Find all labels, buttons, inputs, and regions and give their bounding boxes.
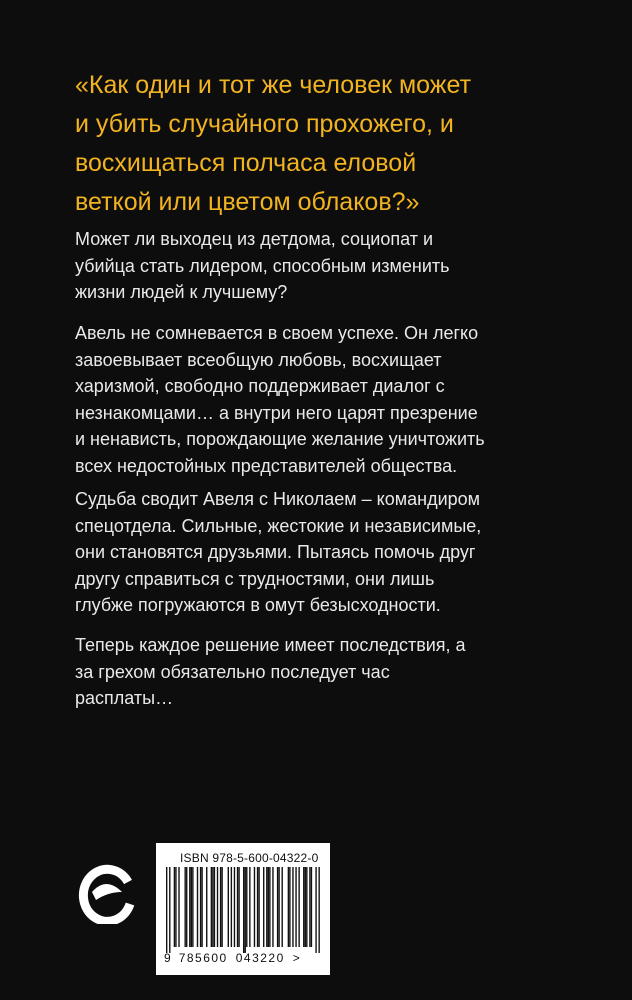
barcode-bar	[254, 867, 255, 947]
barcode-bars	[166, 867, 320, 953]
barcode-bar	[217, 867, 218, 947]
barcode-bar	[238, 867, 239, 947]
paragraph-line: Может ли выходец из детдома, социопат и	[75, 229, 434, 249]
barcode-bar	[263, 867, 264, 947]
barcode-bar	[306, 867, 307, 947]
barcode-bar	[277, 867, 278, 947]
barcode-bar	[174, 867, 175, 947]
paragraph-line: они становятся друзьями. Пытаясь помочь друг	[75, 542, 476, 562]
quote-line: восхищаться полчаса еловой	[75, 149, 417, 177]
barcode-bar	[269, 867, 270, 947]
barcode-bar	[303, 867, 304, 947]
barcode-bar	[201, 867, 202, 947]
barcode-bar	[237, 867, 238, 947]
paragraph-line: спецотдела. Сильные, жестокие и независимые,	[75, 515, 482, 536]
publisher-logo-icon	[78, 862, 136, 924]
quote-text	[75, 66, 595, 222]
barcode-bar	[315, 867, 316, 953]
description-paragraph-1	[75, 226, 555, 306]
paragraph-line: Судьба сводит Авеля с Николаем – командиром	[75, 489, 481, 509]
paragraph-line: расплаты…	[75, 688, 174, 708]
paragraph-line: глубже погружаются в омут безысходности.	[75, 595, 441, 615]
paragraph-line: за грехом обязательно последует час	[75, 661, 390, 682]
quote-line: «Как один и тот же человек может	[75, 71, 472, 99]
barcode-digit-group-1: 785600	[178, 951, 228, 965]
barcode-bar	[175, 867, 176, 947]
barcode-bar	[243, 867, 244, 953]
paragraph-line: другу справиться с трудностями, они лишь	[75, 568, 435, 589]
barcode-bar	[257, 867, 258, 947]
barcode-bar	[266, 867, 267, 947]
barcode-bar	[278, 867, 279, 947]
barcode-bar	[189, 867, 190, 947]
paragraph-line: незнакомцами… а внутри него царят презрение	[75, 402, 478, 423]
barcode-bar	[258, 867, 259, 947]
barcode-bar	[221, 867, 222, 947]
barcode-digit-end: >	[292, 951, 300, 965]
barcode-digit-group-2: 043220	[235, 951, 285, 965]
barcode-bar	[184, 867, 185, 947]
barcode-digits	[164, 951, 324, 965]
barcode-bar	[212, 867, 213, 947]
barcode-digit-lead: 9	[164, 951, 171, 965]
barcode-bar	[309, 867, 310, 947]
barcode-bar	[298, 867, 299, 947]
barcode-bar	[295, 867, 296, 947]
barcode-bar	[197, 867, 198, 947]
description-paragraph-3	[75, 486, 555, 619]
barcode-bar	[192, 867, 193, 947]
description-paragraph-2	[75, 320, 555, 479]
barcode-bar	[249, 867, 250, 947]
barcode-bar	[220, 867, 221, 947]
barcode-bar	[305, 867, 306, 947]
barcode-bar	[282, 867, 283, 947]
barcode-bar	[214, 867, 215, 947]
barcode-bar	[200, 867, 201, 947]
quote-line: веткой или цветом облаков?»	[75, 188, 420, 216]
paragraph-line: убийца стать лидером, способным изменить	[75, 255, 450, 276]
barcode	[156, 843, 330, 975]
barcode-bar	[231, 867, 232, 947]
description-paragraph-4	[75, 632, 555, 712]
barcode-bar	[311, 867, 312, 947]
barcode-bar	[318, 867, 319, 953]
quote-line: и убить случайного прохожего, и	[75, 110, 454, 138]
barcode-bar	[234, 867, 235, 947]
paragraph-line: завоевывает всеобщую любовь, восхищает	[75, 349, 442, 370]
barcode-bar	[166, 867, 167, 953]
paragraph-line: всех недостойных представителей общества.	[75, 455, 458, 476]
paragraph-line: жизни людей к лучшему?	[75, 282, 288, 302]
barcode-bar	[292, 867, 293, 947]
barcode-bar	[191, 867, 192, 947]
paragraph-line: Теперь каждое решение имеет последствия, а	[75, 635, 466, 655]
barcode-bar	[228, 867, 229, 947]
paragraph-line: харизмой, свободно поддерживает диалог с	[75, 376, 445, 396]
barcode-bar	[268, 867, 269, 947]
barcode-bar	[289, 867, 290, 947]
barcode-bar	[272, 867, 273, 947]
barcode-bar	[246, 867, 247, 947]
barcode-bar	[288, 867, 289, 947]
isbn-label: ISBN 978-5-600-04322-0	[180, 851, 319, 865]
barcode-bar	[211, 867, 212, 947]
barcode-bar	[186, 867, 187, 947]
paragraph-line: Авель не сомневается в своем успехе. Он легко	[75, 323, 479, 343]
paragraph-line: и ненависть, порождающие желание уничтожить	[75, 429, 485, 449]
barcode-bar	[169, 867, 170, 953]
barcode-bar	[245, 867, 246, 953]
barcode-bar	[206, 867, 207, 947]
barcode-bar	[178, 867, 179, 947]
